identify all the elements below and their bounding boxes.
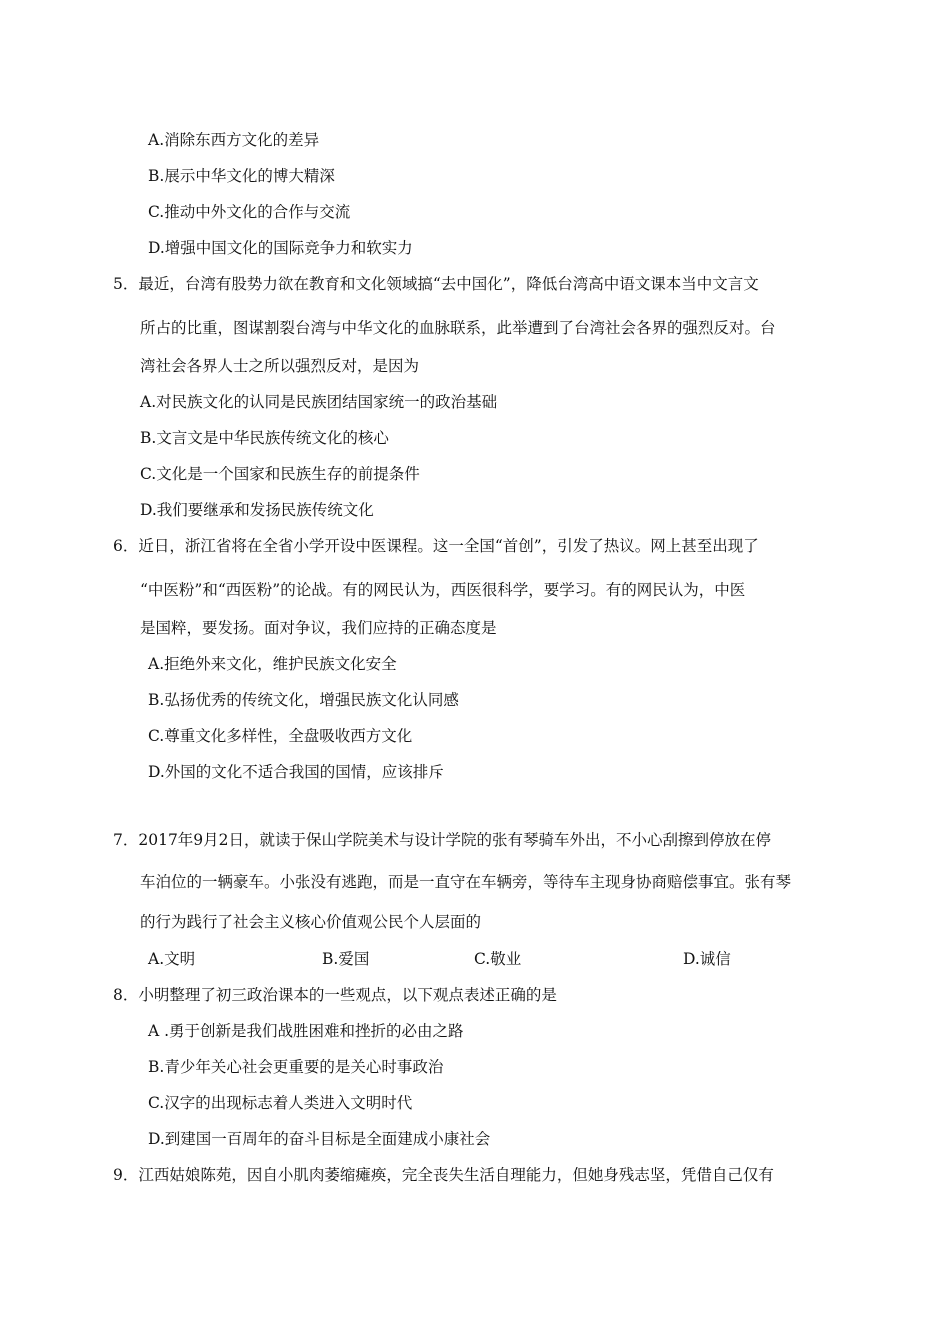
option-b: B.爱国 [322, 950, 370, 968]
question-stem-line: 是国粹，要发扬。面对争议，我们应持的正确态度是 [140, 619, 497, 637]
option-a: A.拒绝外来文化，维护民族文化安全 [148, 655, 397, 673]
option-c: C.敬业 [474, 950, 522, 968]
option-a: A.消除东西方文化的差异 [148, 131, 320, 149]
question-stem-line: 9．江西姑娘陈苑，因自小肌肉萎缩瘫痪，完全丧失生活自理能力，但她身残志坚，凭借自己仅有 [113, 1166, 774, 1184]
question-stem-line: 所占的比重，图谋割裂台湾与中华文化的血脉联系，此举遭到了台湾社会各界的强烈反对。台 [140, 319, 776, 337]
option-d: D.外国的文化不适合我国的国情，应该排斥 [148, 763, 444, 781]
question-stem-line: 8．小明整理了初三政治课本的一些观点，以下观点表述正确的是 [113, 986, 557, 1004]
question-stem-line: 7．2017年9月2日，就读于保山学院美术与设计学院的张有琴骑车外出，不小心刮擦到停放在停 [113, 831, 772, 849]
question-stem-line: 湾社会各界人士之所以强烈反对，是因为 [140, 357, 420, 375]
option-c: C.尊重文化多样性，全盘吸收西方文化 [148, 727, 413, 745]
option-c: C.推动中外文化的合作与交流 [148, 203, 351, 221]
option-c: C.文化是一个国家和民族生存的前提条件 [140, 465, 420, 483]
question-stem-line: 6．近日，浙江省将在全省小学开设中医课程。这一全国“首创”，引发了热议。网上甚至出现了 [113, 537, 759, 555]
option-d: D.我们要继承和发扬民族传统文化 [140, 501, 374, 519]
option-a: A .勇于创新是我们战胜困难和挫折的必由之路 [148, 1022, 464, 1040]
option-a: A.对民族文化的认同是民族团结国家统一的政治基础 [140, 393, 498, 411]
question-stem-line: 5．最近，台湾有股势力欲在教育和文化领域搞“去中国化”，降低台湾高中语文课本当中文言文 [113, 275, 759, 293]
question-stem-line: 的行为践行了社会主义核心价值观公民个人层面的 [140, 913, 482, 931]
option-b: B.文言文是中华民族传统文化的核心 [140, 429, 389, 447]
option-d: D.到建国一百周年的奋斗目标是全面建成小康社会 [148, 1130, 491, 1148]
option-b: B.展示中华文化的博大精深 [148, 167, 335, 185]
option-d: D.诚信 [683, 950, 731, 968]
option-b: B.青少年关心社会更重要的是关心时事政治 [148, 1058, 444, 1076]
option-c: C.汉字的出现标志着人类进入文明时代 [148, 1094, 413, 1112]
option-d: D.增强中国文化的国际竞争力和软实力 [148, 239, 413, 257]
option-a: A.文明 [148, 950, 196, 968]
question-stem-line: “中医粉”和“西医粉”的论战。有的网民认为，西医很科学，要学习。有的网民认为，中医 [140, 581, 746, 599]
option-b: B.弘扬优秀的传统文化，增强民族文化认同感 [148, 691, 459, 709]
question-stem-line: 车泊位的一辆豪车。小张没有逃跑，而是一直守在车辆旁，等待车主现身协商赔偿事宜。张有琴 [140, 873, 792, 891]
